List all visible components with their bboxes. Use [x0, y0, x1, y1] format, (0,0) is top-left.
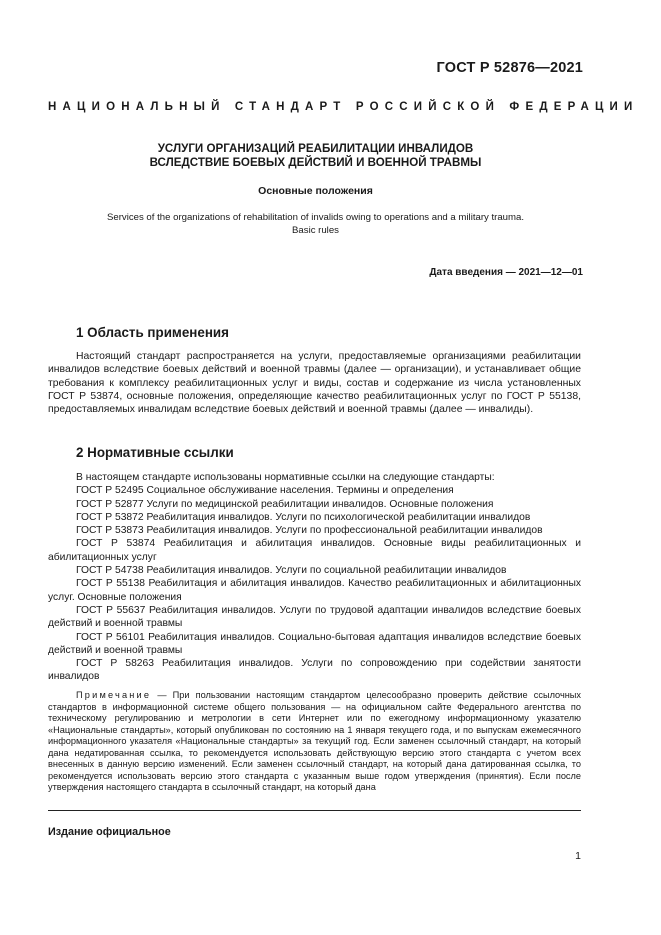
page-number: 1	[575, 850, 581, 862]
reference-item: ГОСТ Р 53873 Реабилитация инвалидов. Услуги по профессиональной реабилитации инвалидов	[76, 525, 543, 537]
reference-item: ГОСТ Р 52495 Социальное обслуживание населения. Термины и определения	[76, 485, 454, 497]
reference-item: ГОСТ Р 55138 Реабилитация и абилитация инвалидов. Качество реабилитационных и абилитационных услуг. Основные положения	[48, 578, 581, 603]
english-title-line-2: Basic rules	[292, 225, 339, 236]
reference-item: ГОСТ Р 58263 Реабилитация инвалидов. Услуги по сопровождению при содействии занятости инвалидов	[48, 658, 581, 683]
introduction-date: Дата введения — 2021—12—01	[429, 267, 583, 278]
english-title	[48, 211, 583, 237]
section-1-text: Настоящий стандарт распространяется на услуги, предоставляемые организациями реабилитации инвалидов вследствие боевых действий и военной травмы (далее — организации), и устанавливает общие требования к комплексу реабилитационных услуг и виды, состав и содержание из числа установленных ГОСТ Р 53874, основные положения, определяющие качество реабилитационных услуг по ГОСТ Р 55138, предоставляемых инвалидам вследствие боевых действий и военной травмы (далее — инвалиды).	[48, 351, 581, 416]
reference-item: ГОСТ Р 53872 Реабилитация инвалидов. Услуги по психологической реабилитации инвалидов	[76, 511, 531, 523]
references-intro: В настоящем стандарте использованы нормативные ссылки на следующие стандарты:	[76, 472, 495, 483]
note-label: Примечание	[76, 690, 152, 700]
national-standard-heading: НАЦИОНАЛЬНЫЙ СТАНДАРТ РОССИЙСКОЙ ФЕДЕРАЦИИ	[48, 101, 639, 113]
note-text: — При пользовании настоящим стандартом целесообразно проверить действие ссылочных стандартов в информационной системе общего пользования — на официальном сайте Федерального агентства по техническому регулированию и метрологии в сети Интернет или по ежегодному информационному указателю «Национальные стандарты», который опубликован по состоянию на 1 января текущего года, и по выпускам ежемесячного информационного указателя «Национальные стандарты» за текущий год. Если заменен ссылочный стандарт, на который дана недатированная ссылка, то рекомендуется использовать действующую версию этого стандарта с учетом всех внесенных в данную версию изменений. Если заменен ссылочный стандарт, на который дана датированная ссылка, то рекомендуется использовать версию этого стандарта с указанным выше годом утверждения (принятия). Если после утверждения настоящего стандарта в ссылочный стандарт, на который дана	[48, 690, 581, 792]
normative-references	[48, 471, 581, 684]
reference-item: ГОСТ Р 53874 Реабилитация и абилитация инвалидов. Основные виды реабилитационных и абилитационных услуг	[48, 538, 581, 563]
title-line-2: ВСЛЕДСТВИЕ БОЕВЫХ ДЕЙСТВИЙ И ВОЕННОЙ ТРАВМЫ	[149, 156, 482, 169]
title-line-1: УСЛУГИ ОРГАНИЗАЦИЙ РЕАБИЛИТАЦИИ ИНВАЛИДОВ	[157, 142, 474, 155]
reference-item: ГОСТ Р 52877 Услуги по медицинской реабилитации инвалидов. Основные положения	[76, 498, 494, 510]
section-1-heading: 1 Область применения	[76, 325, 229, 340]
official-edition-label: Издание официальное	[48, 826, 171, 838]
document-code: ГОСТ Р 52876—2021	[436, 60, 583, 76]
reference-item: ГОСТ Р 55637 Реабилитация инвалидов. Услуги по трудовой адаптации инвалидов вследствие боевых действий и военной травмы	[48, 604, 581, 630]
reference-item: ГОСТ Р 56101 Реабилитация инвалидов. Социально-бытовая адаптация инвалидов вследствие боевых действий и военной травмы	[48, 631, 581, 656]
references-note	[48, 690, 581, 794]
section-2-heading: 2 Нормативные ссылки	[76, 445, 234, 460]
footer-divider	[48, 810, 581, 811]
document-subtitle: Основные положения	[258, 185, 373, 197]
reference-item: ГОСТ Р 54738 Реабилитация инвалидов. Услуги по социальной реабилитации инвалидов	[76, 565, 507, 577]
english-title-line-1: Services of the organizations of rehabilitation of invalids owing to operations and a military trauma.	[106, 212, 525, 223]
document-title	[48, 142, 583, 170]
